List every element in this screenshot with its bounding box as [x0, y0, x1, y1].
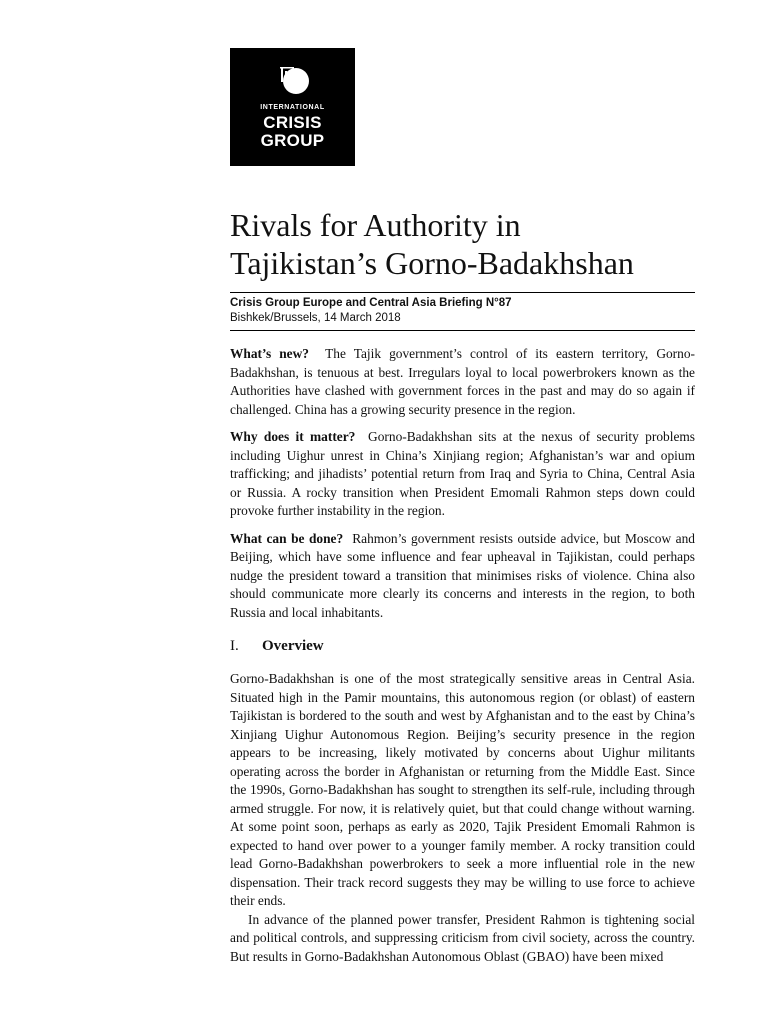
summary-text: Gorno-Badakhshan sits at the nexus of security problems including Uighur unrest in China’s Xinjiang region; Afghanistan’s war and opium trafficking; and jihadists’ potential return from Iraq and Syria to China, Central Asia or Russia. A rocky transition when President Emomali Rahmon steps down could provoke further instability in the region. [230, 429, 696, 518]
title-line-1: Rivals for Authority in [230, 207, 521, 243]
logo-line-international: INTERNATIONAL [260, 104, 325, 111]
summary-lead: What’s new? [230, 346, 309, 361]
section-number: I. [230, 638, 239, 654]
summary-section [230, 345, 695, 631]
summary-paragraph [230, 345, 695, 419]
logo-line-crisis: CRISIS [263, 113, 322, 132]
section-title: Overview [262, 638, 324, 654]
briefing-meta [230, 292, 695, 331]
summary-text: The Tajik government’s control of its eastern territory, Gorno-Badakhshan, is tenuous at best. Irregulars loyal to local powerbrokers known as the Authorities have clashed with government forces in the past and may do so again if challenged. China has a growing security presence in the region. [230, 346, 695, 417]
crisis-group-logo [230, 48, 355, 166]
summary-paragraph [230, 530, 695, 623]
section-heading [230, 636, 695, 656]
briefing-series: Crisis Group Europe and Central Asia Briefing N°87 [230, 297, 512, 309]
logo-line-group: GROUP [260, 131, 325, 150]
logo-circle-icon [276, 62, 312, 98]
summary-text: Rahmon’s government resists outside advice, but Moscow and Beijing, which have some influence and fear upheaval in Tajikistan, could perhaps nudge the president toward a transition that minimises risks of violence. China also should communicate more clearly its concerns and interests in the region, to both Russia and local inhabitants. [230, 530, 695, 620]
summary-lead: Why does it matter? [230, 429, 356, 444]
summary-paragraph [230, 428, 695, 521]
document-title [230, 206, 700, 282]
summary-lead: What can be done? [230, 530, 344, 546]
body-text [230, 670, 695, 966]
body-paragraph: Gorno-Badakhshan is one of the most strategically sensitive areas in Central Asia. Situated high in the Pamir mountains, this autonomous region (or oblast) of eastern Tajikistan is bordered to the south and west by Afghanistan and to the east by China’s Xinjiang Uighur Autonomous Region. Beijing’s security presence in the region appears to be increasing, likely motivated by concerns about Uighur militants operating across the border in Afghanistan or returning from the Middle East. Since the 1990s, Gorno-Badakhshan has sought to strengthen its self-rule, including through armed struggle. For now, it is relatively quiet, but that could change without warning. At some point soon, perhaps as early as 2020, Tajik President Emomali Rahmon is expected to hand over power to a younger family member. A rocky transition could lead Gorno-Badakhshan powerbrokers to seek a more influential role in the new dispensation. Their track record suggests they may be willing to use force to achieve their ends. [230, 671, 695, 908]
title-line-2: Tajikistan’s Gorno-Badakhshan [230, 245, 634, 281]
body-paragraph: In advance of the planned power transfer, President Rahmon is tightening social and political controls, and suppressing criticism from civil society, across the country. But results in Gorno-Badakhshan Autonomous Oblast (GBAO) have been mixed [230, 911, 695, 964]
place-date: Bishkek/Brussels, 14 March 2018 [230, 312, 401, 324]
